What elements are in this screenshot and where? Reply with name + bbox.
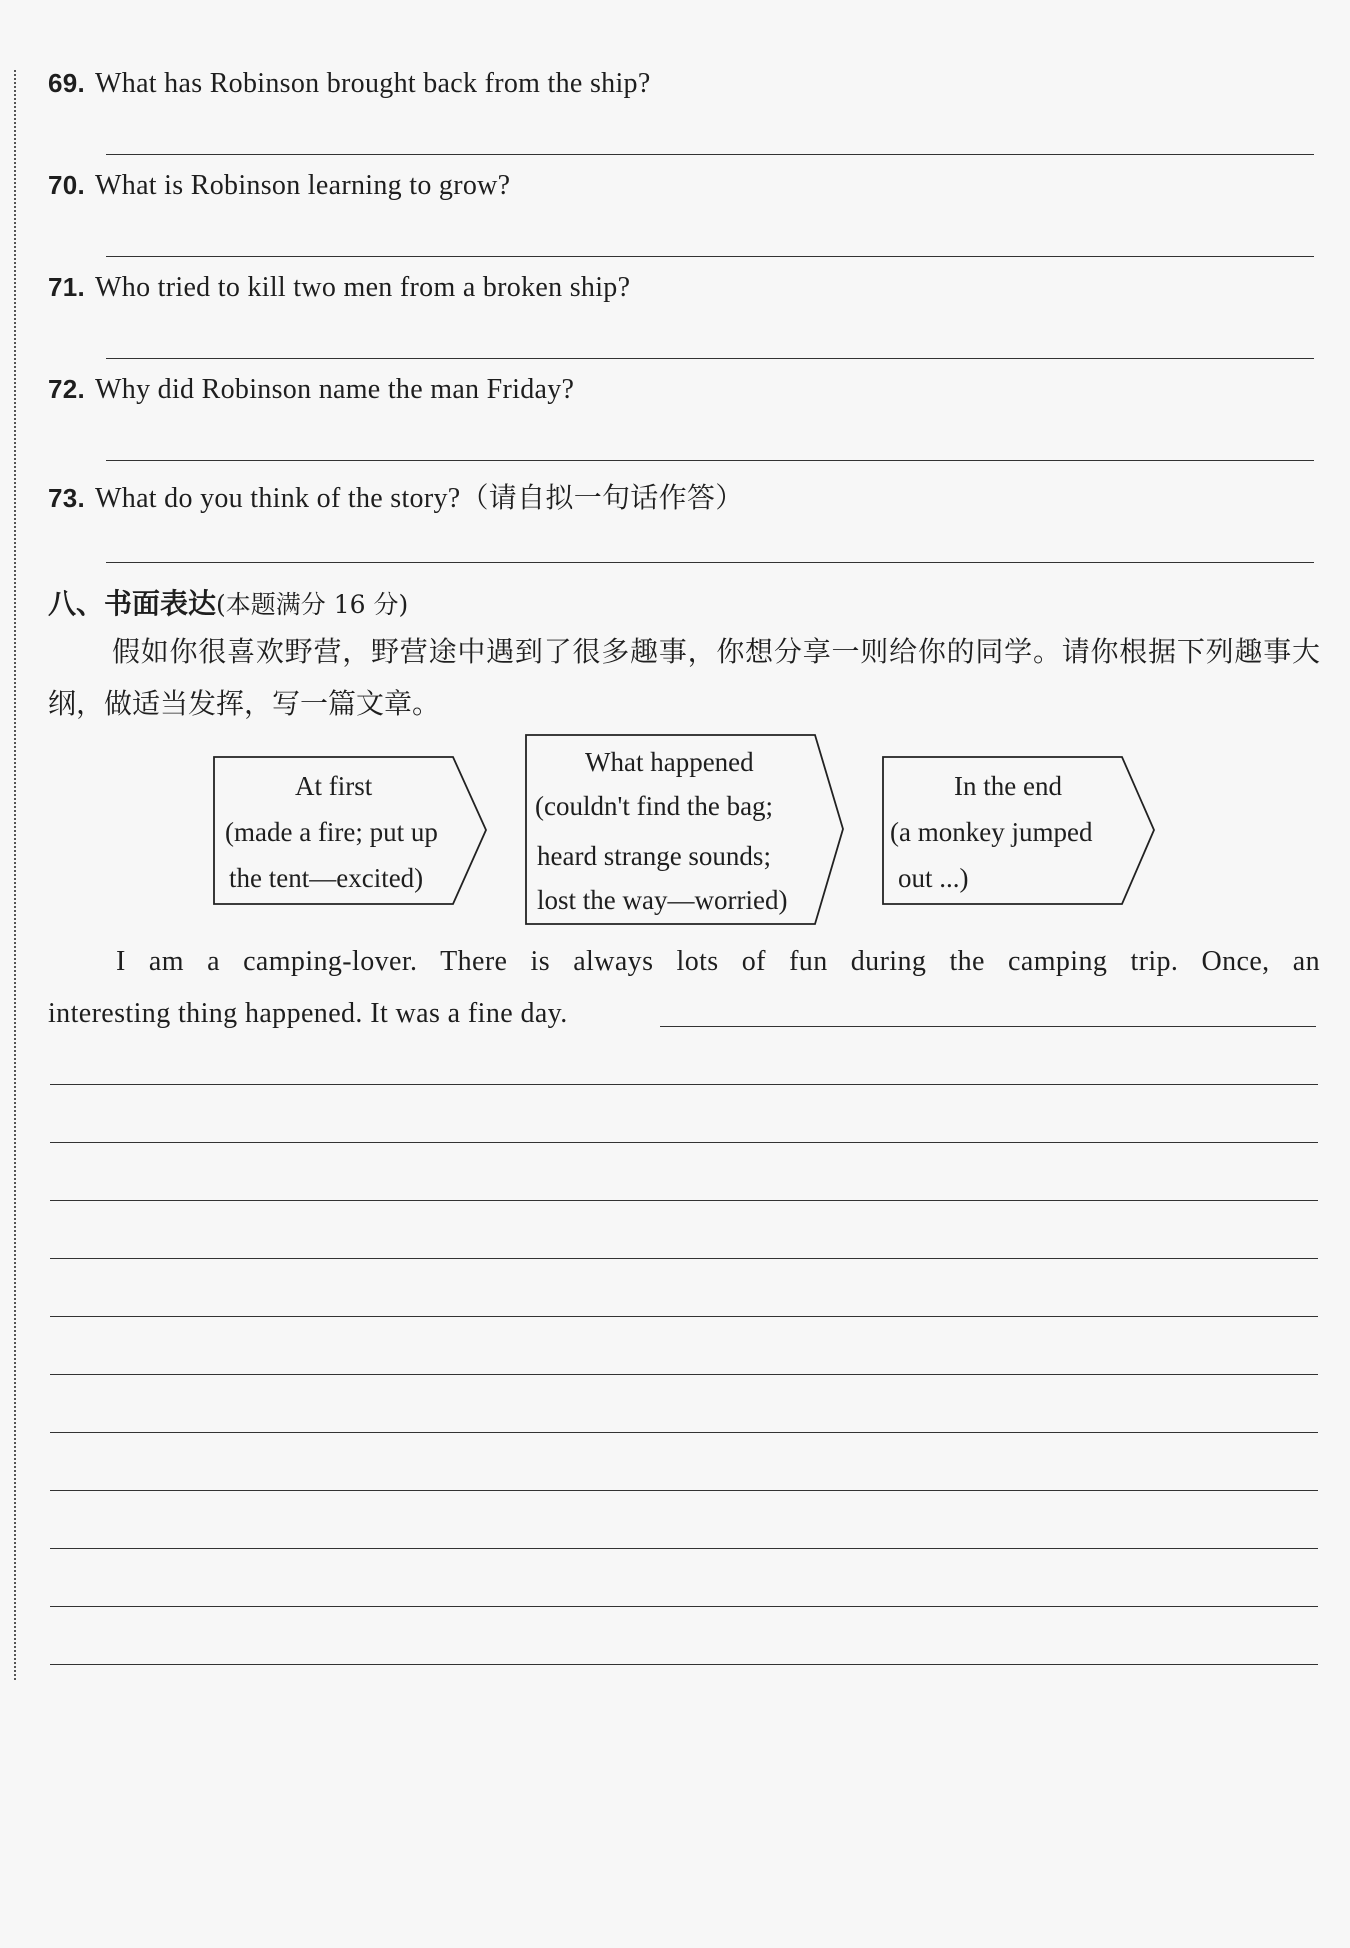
question-number: 72. xyxy=(48,374,86,404)
writing-line[interactable] xyxy=(50,1258,1318,1259)
outline-heading: At first xyxy=(295,771,373,801)
writing-line[interactable] xyxy=(660,1026,1316,1027)
writing-line[interactable] xyxy=(50,1374,1318,1375)
question-72 xyxy=(48,374,574,406)
question-text: Who tried to kill two men from a broken ship? xyxy=(95,272,631,303)
answer-line-71[interactable] xyxy=(106,358,1314,359)
question-text: What has Robinson brought back from the ship? xyxy=(95,68,651,99)
writing-line[interactable] xyxy=(50,1316,1318,1317)
question-number: 71. xyxy=(48,272,86,302)
writing-line[interactable] xyxy=(50,1200,1318,1201)
section-title xyxy=(48,582,408,622)
outline-detail: out ...) xyxy=(898,863,969,893)
writing-line[interactable] xyxy=(50,1606,1318,1607)
binding-margin-line xyxy=(14,70,16,1680)
answer-line-73[interactable] xyxy=(106,562,1314,563)
answer-line-69[interactable] xyxy=(106,154,1314,155)
question-71 xyxy=(48,272,630,304)
writing-line[interactable] xyxy=(50,1490,1318,1491)
question-number: 69. xyxy=(48,68,86,98)
question-number: 73. xyxy=(48,483,86,513)
question-text: What is Robinson learning to grow? xyxy=(95,170,511,201)
section-heading: 八、书面表达 xyxy=(48,587,217,620)
writing-line[interactable] xyxy=(50,1142,1318,1143)
answer-line-70[interactable] xyxy=(106,256,1314,257)
outline-detail: lost the way—worried) xyxy=(537,885,788,915)
writing-line[interactable] xyxy=(50,1084,1318,1085)
outline-detail: heard strange sounds; xyxy=(537,841,771,871)
outline-heading: In the end xyxy=(954,771,1062,801)
question-text: Why did Robinson name the man Friday? xyxy=(95,374,575,405)
writing-line[interactable] xyxy=(50,1664,1318,1665)
story-opening-line: interesting thing happened. It was a fine day. xyxy=(48,998,568,1029)
outline-heading: What happened xyxy=(585,747,754,777)
story-opening-line: I am a camping-lover. There is always lots of fun during the camping trip. Once, an xyxy=(116,946,1320,977)
outline-detail: (couldn't find the bag; xyxy=(535,791,774,821)
question-text: What do you think of the story?（请自拟一句话作答） xyxy=(95,483,744,514)
outline-detail: (a monkey jumped xyxy=(890,817,1093,847)
outline-detail: the tent—excited) xyxy=(229,863,424,893)
writing-line[interactable] xyxy=(50,1432,1318,1433)
question-73 xyxy=(48,476,744,516)
story-opening xyxy=(48,936,1320,1040)
answer-line-72[interactable] xyxy=(106,460,1314,461)
question-70 xyxy=(48,170,510,202)
section-score-note: (本题满分 16 分) xyxy=(216,590,409,619)
writing-line[interactable] xyxy=(50,1548,1318,1549)
writing-instructions: 假如你很喜欢野营，野营途中遇到了很多趣事，你想分享一则给你的同学。请你根据下列趣事大纲，做适当发挥，写一篇文章。 xyxy=(48,635,1320,720)
question-69 xyxy=(48,68,651,100)
outline-detail: (made a fire; put up xyxy=(225,817,438,847)
question-number: 70. xyxy=(48,170,86,200)
